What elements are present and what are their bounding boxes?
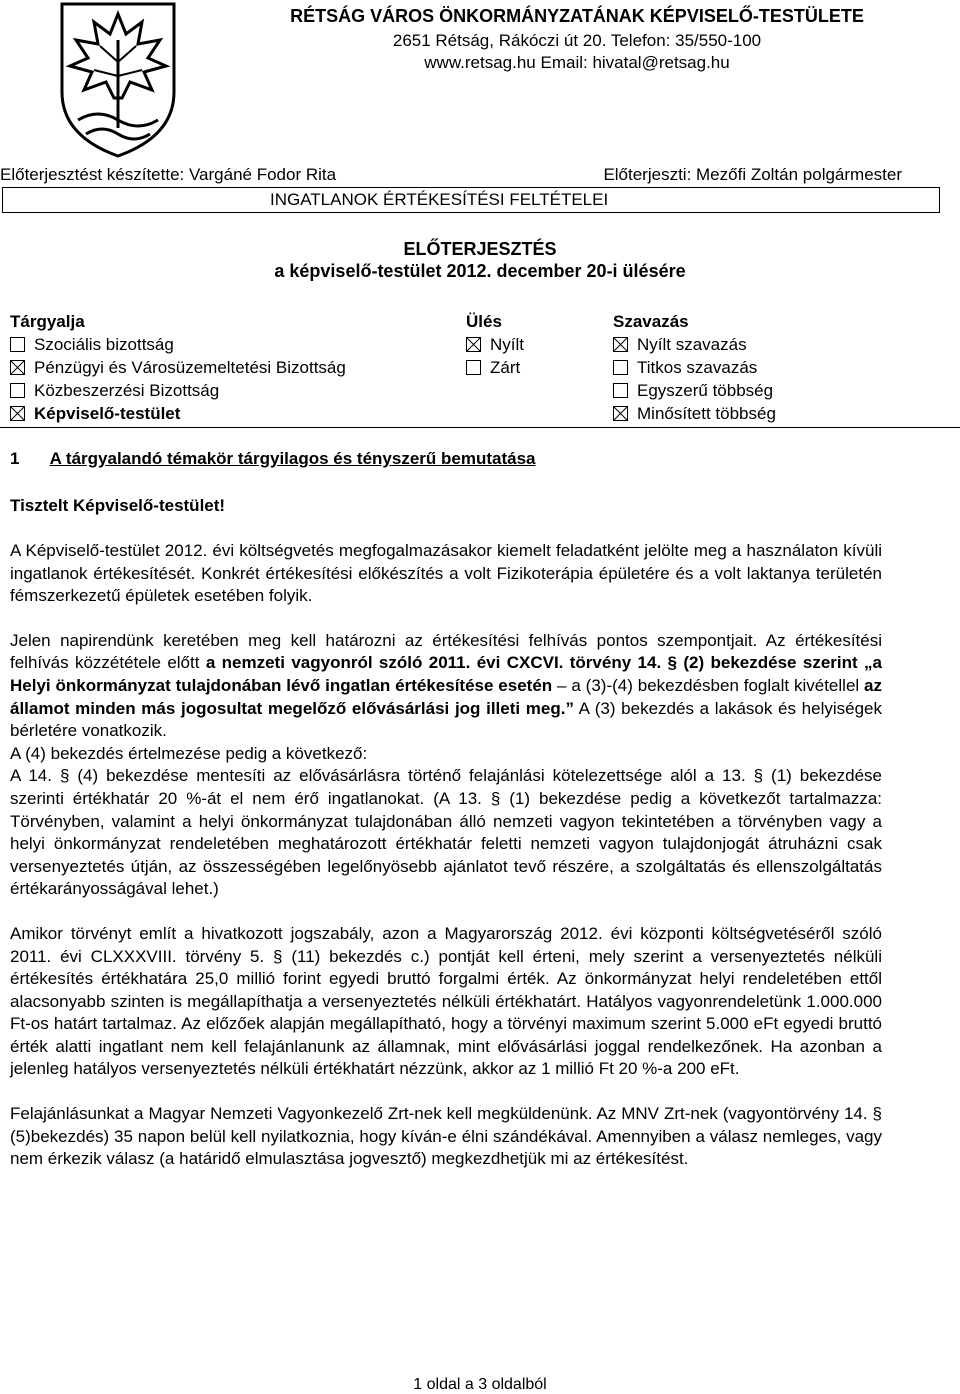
paragraph-text: A (3) bekezdés a lakások és helyiségek bérletére vonatkozik. <box>10 698 882 741</box>
checkbox-icon[interactable] <box>10 337 25 352</box>
meeting-info-table <box>10 310 950 428</box>
checkbox-icon[interactable] <box>10 406 25 421</box>
checkbox-label: Pénzügyi és Városüzemeltetési Bizottság <box>34 357 346 377</box>
paragraph-text: Jelen napirendünk keretében meg kell határozni az értékesítési felhívás pontos szempontjait. Az értékesítési felhívás közzététele előtt <box>10 630 882 673</box>
checkbox-label: Közbeszerzési Bizottság <box>34 380 220 400</box>
paragraph <box>10 630 882 743</box>
section-title: A tárgyalandó témakör tárgyilagos és tényszerű bemutatása <box>49 449 536 468</box>
paragraph: A (4) bekezdés értelmezése pedig a következő: <box>10 743 368 763</box>
column-ules <box>466 310 524 379</box>
checkbox-icon[interactable] <box>10 360 25 375</box>
checkbox-row[interactable] <box>613 333 776 356</box>
proposal-subheading: a képviselő-testület 2012. december 20-i ülésére <box>274 261 686 281</box>
municipality-address: 2651 Rétság, Rákóczi út 20. Telefon: 35/550-100 <box>392 31 762 50</box>
paragraph-bold-text: a nemzeti vagyonról szóló 2011. évi CXCVI. törvény 14. § (2) bekezdése szerint „a Helyi önkormányzat tulajdonában lévő ingatlan értékesítése esetén <box>10 653 882 695</box>
checkbox-icon[interactable] <box>10 383 25 398</box>
document-body <box>10 540 882 1193</box>
coat-of-arms-logo <box>56 0 180 160</box>
paragraph: Felajánlásunkat a Magyar Nemzeti Vagyonkezelő Zrt-nek kell megküldenünk. Az MNV Zrt-nek (vagyontörvény 14. § (5)bekezdés) 35 napon belül kell nyilatkoznia, hogy kíván-e élni szándékával. Amennyiben a válasz nemleges, vagy nem érkezik válasz (a határidő elmulasztása jogvesztő) megkezdhetjük mi az értékesítést. <box>10 1104 882 1169</box>
paragraph: A 14. § (4) bekezdése mentesíti az elővásárlásra történő felajánlási kötelezettsége alól a 13. § (1) bekezdése szerinti értékhatár 20 %-át el nem érő ingatlanokat. (A 13. § (1) bekezdése pedig a következőt tartalmazza: Törvényben, valamint a helyi önkormányzat tulajdonában álló nemzeti vagyon tekintetében a törvényben vagy a helyi önkormányzat rendeletében meghatározott értékhatár feletti nemzeti vagyon tulajdonjogát átruházni csak versenyeztetés útján, az összességében legelőnyösebb ajánlatot tevő részére, a szolgáltatás és ellenszolgáltatás értékarányosságával lehet.) <box>10 766 882 899</box>
checkbox-label: Képviselő-testület <box>34 403 181 423</box>
paragraph: A Képviselő-testület 2012. évi költségvetés megfogalmazásakor kiemelt feladatként jelölte meg a használaton kívüli ingatlanok értékesítését. Konkrét értékesítési előkészítés a volt Fizikoterápia épületére és a volt laktanya területén fémszerkezetű épületek esetében folyik. <box>10 541 882 606</box>
checkbox-label: Titkos szavazás <box>637 357 758 377</box>
column-heading-ules: Ülés <box>466 312 502 331</box>
checkbox-icon[interactable] <box>613 406 628 421</box>
checkbox-label: Szociális bizottság <box>34 334 174 354</box>
presenter: Előterjeszti: Mezőfi Zoltán polgármester <box>603 165 902 184</box>
column-szavazas <box>613 310 776 425</box>
checkbox-row[interactable] <box>613 356 776 379</box>
checkbox-label: Minősített többség <box>637 403 776 423</box>
checkbox-icon[interactable] <box>466 360 481 375</box>
column-heading-szavazas: Szavazás <box>613 312 689 331</box>
checkbox-icon[interactable] <box>466 337 481 352</box>
municipality-title: RÉTSÁG VÁROS ÖNKORMÁNYZATÁNAK KÉPVISELŐ-TESTÜLETE <box>290 6 864 26</box>
checkbox-row[interactable] <box>613 379 776 402</box>
page-footer: 1 oldal a 3 oldalból <box>413 1376 547 1393</box>
checkbox-label: Nyílt szavazás <box>637 334 747 354</box>
paragraph-text: – a (3)-(4) bekezdésben foglalt kivétellel <box>552 675 865 695</box>
column-heading-targyalja: Tárgyalja <box>10 312 85 331</box>
section-heading <box>10 449 536 469</box>
prepared-by: Előterjesztést készítette: Vargáné Fodor Rita <box>0 165 337 184</box>
column-targyalja <box>10 310 346 425</box>
proposal-heading: ELŐTERJESZTÉS <box>403 239 557 259</box>
paragraph: Amikor törvényt említ a hivatkozott jogszabály, azon a Magyarország 2012. évi központi költségvetéséről szóló 2011. évi CLXXXVIII. törvény 5. § (11) bekezdés c.) pontját kell érteni, mely szerint a versenyeztetés nélküli értékesítés értékhatára 25,0 millió forint egyedi bruttó forgalmi érték. Az önkormányzat helyi rendeletében ettől alacsonyabb szinten is megállapíthatja a versenyeztetés nélküli értékhatárt. Hatályos vagyonrendeletünk 1.000.000 Ft-os határt tartalmaz. Az előzőek alapján megállapítható, hogy a törvényi maximum szerint 5.000 eFt egyedi bruttó érték alatti ingatlant nem kell felajánlanunk az államnak, mint elővásárlási joggal rendelkezőnek. Ha azonban a jelenleg hatályos versenyeztetés nélküli értékhatárt nézzünk, akkor az 1 millió Ft 20 %-a 200 eFt. <box>10 923 882 1079</box>
checkbox-row[interactable] <box>613 402 776 425</box>
divider <box>0 427 960 428</box>
checkbox-label: Nyílt <box>490 334 524 354</box>
checkbox-row[interactable] <box>10 333 346 356</box>
checkbox-row[interactable] <box>10 356 346 379</box>
checkbox-label: Zárt <box>490 357 521 377</box>
greeting: Tisztelt Képviselő-testület! <box>10 496 226 515</box>
checkbox-row[interactable] <box>10 402 346 425</box>
document-title: INGATLANOK ÉRTÉKESÍTÉSI FELTÉTELEI <box>270 190 609 209</box>
checkbox-icon[interactable] <box>613 360 628 375</box>
section-number: 1 <box>10 449 20 468</box>
checkbox-icon[interactable] <box>613 337 628 352</box>
checkbox-icon[interactable] <box>613 383 628 398</box>
checkbox-label: Egyszerű többség <box>637 380 774 400</box>
checkbox-row[interactable] <box>466 356 524 379</box>
checkbox-row[interactable] <box>10 379 346 402</box>
paragraph-bold-text: az államot minden más jogosultat megelőző elővásárlási jog illeti meg.” <box>10 675 883 718</box>
municipality-web-email: www.retsag.hu Email: hivatal@retsag.hu <box>424 53 730 72</box>
checkbox-row[interactable] <box>466 333 524 356</box>
